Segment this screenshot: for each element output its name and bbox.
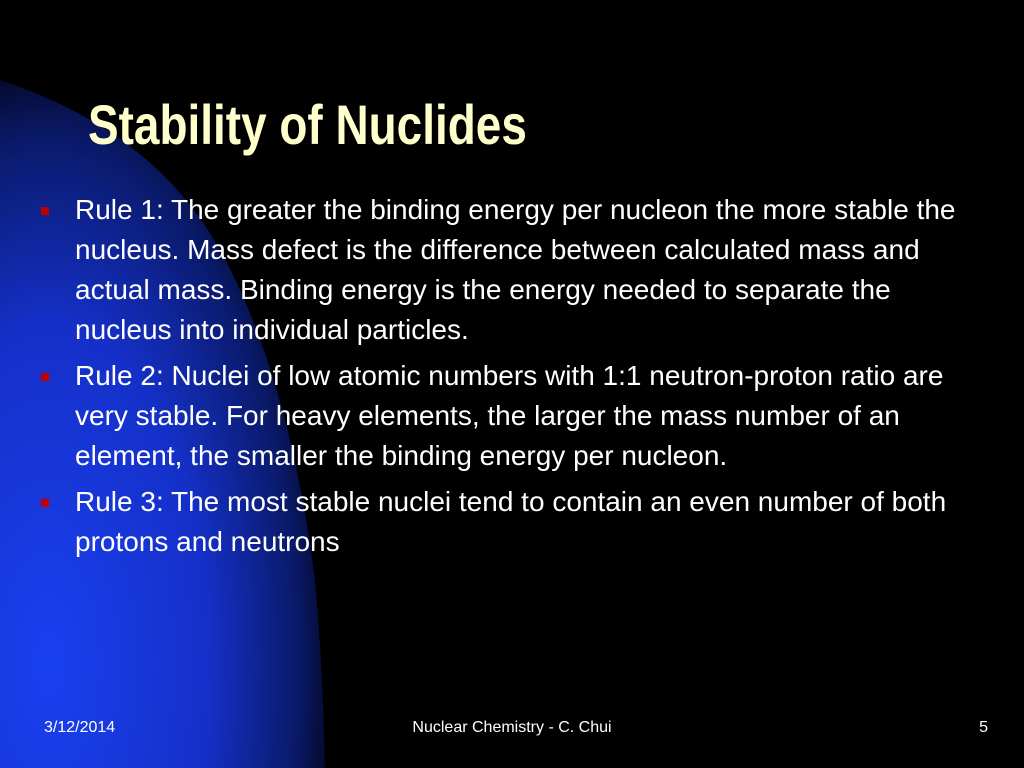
bullet-text: Rule 2: Nuclei of low atomic numbers with 1:1 neutron-proton ratio are very stable. For heavy elements, the larger the mass number of an element, the smaller the binding energy per nucleon. [75, 360, 944, 471]
bullet-list [38, 190, 988, 568]
footer-title: Nuclear Chemistry - C. Chui [412, 719, 612, 736]
bullet-text: Rule 1: The greater the binding energy per nucleon the more stable the nucleus. Mass defect is the difference between calculated mass and actual mass. Binding energy is the energy needed to separate the nucleus into individual particles. [75, 194, 956, 345]
bullet-item-rule-1 [38, 190, 988, 350]
square-bullet-icon [41, 499, 49, 507]
slide-title: Stability of Nuclides [88, 93, 527, 156]
footer-date: 3/12/2014 [44, 719, 116, 736]
square-bullet-icon [41, 207, 49, 215]
page-number: 5 [979, 719, 988, 736]
bullet-item-rule-3 [38, 482, 988, 562]
bullet-item-rule-2 [38, 356, 988, 476]
bullet-text: Rule 3: The most stable nuclei tend to contain an even number of both protons and neutrons [75, 486, 947, 557]
square-bullet-icon [41, 373, 49, 381]
